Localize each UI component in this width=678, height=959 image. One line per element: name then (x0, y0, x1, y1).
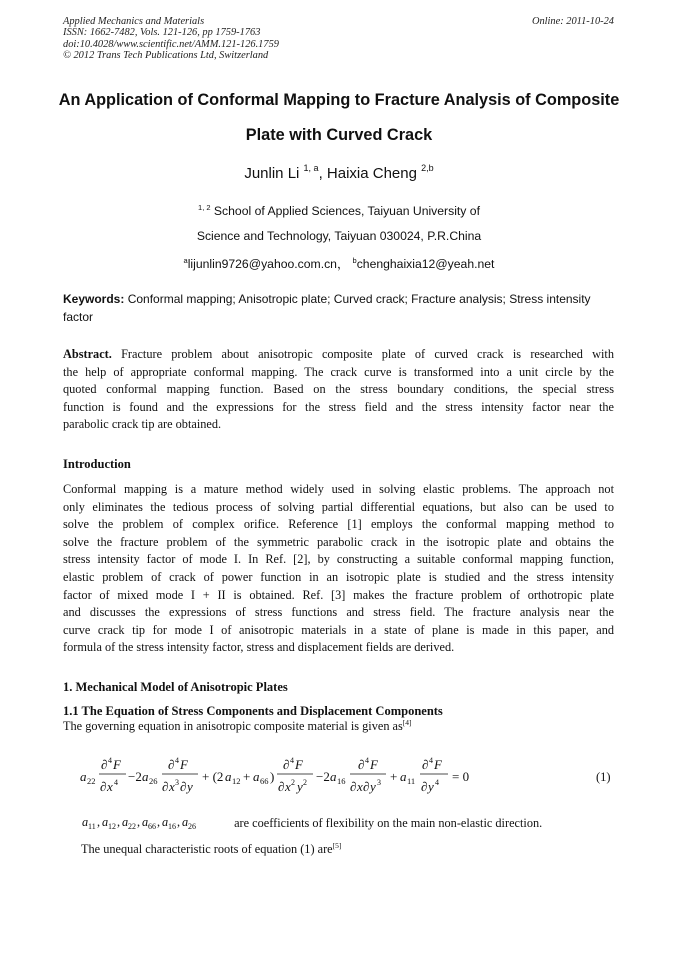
author-list (0, 165, 678, 182)
svg-text:F: F (180, 757, 188, 772)
citation-ref: [4] (402, 718, 412, 727)
svg-text:16: 16 (337, 776, 346, 786)
abstract-line: Abstract. Fracture problem about anisotropic composite plate of curved crack is researched with (63, 347, 614, 361)
svg-text:F: F (295, 757, 303, 772)
abstract-line: parabolic crack tip are obtained. (63, 417, 222, 432)
svg-text:,: , (177, 815, 181, 829)
introduction-text (63, 481, 614, 657)
subsection-heading-1-1: 1.1 The Equation of Stress Components and Displacement Components (63, 704, 443, 718)
affiliation-line1 (0, 204, 678, 218)
svg-text:26: 26 (188, 822, 196, 830)
email-address: chenghaixia12@yeah.net (356, 257, 495, 271)
svg-text:16: 16 (168, 822, 176, 830)
affiliation-mark: 1, 2 (198, 203, 211, 212)
paragraph-line: elastic problem of crack of power function in an isotropic plate is studied and the stress intensity (63, 569, 614, 584)
svg-text:a: a (82, 815, 89, 829)
svg-text:4: 4 (365, 756, 369, 765)
svg-text:x: x (357, 779, 363, 794)
author-separator: , (318, 165, 327, 182)
svg-text:∂: ∂ (101, 757, 108, 772)
svg-text:22: 22 (128, 822, 136, 830)
svg-text:∂: ∂ (162, 779, 169, 794)
paragraph-line: and discusses the expressions of stress functions and stress field. The fracture analysis near the (63, 605, 614, 620)
affiliation-line2: Science and Technology, Taiyuan 030024, P.R.China (196, 229, 482, 243)
svg-text:,: , (117, 815, 121, 829)
email-address: lijunlin9726@yahoo.com.cn， (187, 257, 350, 271)
svg-text:4: 4 (175, 756, 179, 765)
svg-text:∂: ∂ (422, 757, 429, 772)
svg-text:+: + (390, 769, 398, 784)
paragraph-line: formula of the stress intensity factor, stress and displacement fields are derived. (63, 640, 455, 655)
email-mark: b (352, 256, 357, 265)
paragraph-line: Conformal mapping is a mature method widely used in solving elastic problems. The approach not (63, 482, 614, 496)
abstract-line: function is found and the expressions for the stress field and the stress intensity factor near the (63, 399, 614, 414)
svg-text:y: y (370, 779, 376, 794)
svg-text:a: a (182, 815, 189, 829)
svg-text:12: 12 (232, 776, 241, 786)
svg-text:+ (2: + (2 (202, 769, 224, 784)
journal-issn: ISSN: 1662-7482, Vols. 121-126, pp 1759-1763 (63, 27, 261, 39)
svg-text:y: y (297, 779, 303, 794)
paragraph-line: factor of mixed mode I + II is obtained. Ref. [3] makes the fracture problem of orthotropic plate (63, 587, 614, 602)
svg-text:−2: −2 (128, 769, 142, 784)
svg-text:26: 26 (149, 776, 158, 786)
paper-title-line2: Plate with Curved Crack (245, 126, 433, 144)
governing-equation-intro (63, 719, 412, 734)
svg-text:∂: ∂ (180, 779, 187, 794)
svg-text:a: a (225, 769, 232, 784)
svg-text:∂: ∂ (350, 779, 357, 794)
svg-text:4: 4 (290, 756, 294, 765)
paragraph-line: curve crack tip for mode I of anisotropic materials in a state of plane is made in this paper, and (63, 622, 614, 637)
citation-ref: [5] (332, 841, 342, 850)
svg-text:4: 4 (435, 778, 439, 787)
svg-text:a: a (253, 769, 260, 784)
journal-header (63, 16, 279, 62)
svg-text:11: 11 (88, 822, 96, 830)
coefficients-text: are coefficients of flexibility on the main non-elastic direction. (231, 816, 543, 830)
svg-text:x: x (285, 779, 291, 794)
svg-text:4: 4 (429, 756, 433, 765)
keywords-label: Keywords: (63, 292, 125, 306)
characteristic-roots-intro (81, 842, 341, 857)
coefficients-description (81, 814, 542, 831)
equation-1 (78, 748, 478, 808)
abstract-line: the help of appropriate conformal mapping. The crack curve is transformed into a unit circle by the (63, 364, 614, 379)
journal-name: Applied Mechanics and Materials (63, 16, 205, 27)
keywords-text: Conformal mapping; Anisotropic plate; Curved crack; Fracture analysis; Stress intensity factor (63, 292, 591, 324)
svg-text:∂: ∂ (363, 779, 370, 794)
paragraph-line: solve the fracture problem of the symmetric parabolic crack in the isotropic plate and obtains the (63, 534, 614, 549)
svg-text:4: 4 (114, 778, 118, 787)
svg-text:2: 2 (303, 778, 307, 787)
svg-text:∂: ∂ (283, 757, 290, 772)
svg-text:2: 2 (291, 778, 295, 787)
svg-text:66: 66 (260, 776, 269, 786)
keywords (63, 290, 614, 326)
svg-text:F: F (370, 757, 378, 772)
author-name: Haixia Cheng (326, 165, 417, 182)
abstract-label: Abstract. (63, 347, 112, 361)
svg-text:,: , (137, 815, 141, 829)
svg-text:F: F (434, 757, 442, 772)
roots-text: The unequal characteristic roots of equation (1) are (81, 842, 333, 856)
paper-title-line1: An Application of Conformal Mapping to Fracture Analysis of Composite (58, 91, 620, 109)
svg-text:+: + (243, 769, 251, 784)
svg-text:a: a (142, 815, 149, 829)
svg-text:3: 3 (377, 778, 381, 787)
svg-text:= 0: = 0 (452, 769, 470, 784)
svg-text:y: y (187, 779, 193, 794)
svg-text:a: a (80, 769, 87, 784)
equation-number: (1) (596, 770, 611, 784)
online-date: Online: 2011-10-24 (531, 16, 614, 27)
section-heading-introduction: Introduction (63, 457, 131, 471)
svg-text:∂: ∂ (278, 779, 285, 794)
svg-text:,: , (97, 815, 101, 829)
governing-text: The governing equation in anisotropic composite material is given as (63, 719, 403, 733)
svg-text:∂: ∂ (168, 757, 175, 772)
abstract-line: quoted conformal mapping function. Based on the stress boundary conditions, the special stress (63, 382, 614, 397)
author-emails (0, 255, 678, 272)
svg-text:a: a (122, 815, 129, 829)
svg-text:a: a (102, 815, 109, 829)
svg-text:66: 66 (148, 822, 156, 830)
svg-text:11: 11 (407, 776, 416, 786)
email-mark: a (183, 256, 188, 265)
paragraph-line: solve the problem of complex orifice. Reference [1] employs the conformal mapping method to (63, 517, 614, 532)
svg-text:∂: ∂ (421, 779, 428, 794)
svg-text:a: a (400, 769, 407, 784)
paragraph-line: stress intensity factor of mode I. In Ref. [2], by constructing a suitable conformal mapping function, (63, 552, 614, 567)
svg-text:x: x (107, 779, 113, 794)
author-name: Junlin Li (244, 165, 300, 182)
coefficient-symbols (81, 814, 231, 830)
journal-doi: doi:10.4028/www.scientific.net/AMM.121-126.1759 (63, 38, 279, 50)
svg-text:,: , (157, 815, 161, 829)
author-affiliation-mark: 1, a (303, 163, 319, 173)
svg-text:y: y (428, 779, 434, 794)
svg-text:∂: ∂ (358, 757, 365, 772)
section-heading-1: 1. Mechanical Model of Anisotropic Plates (63, 680, 288, 694)
paragraph-line: only eliminates the tedious process of solving partial differential equations, but also can be used to (63, 499, 614, 514)
svg-text:x: x (169, 779, 175, 794)
svg-text:a: a (142, 769, 149, 784)
author-affiliation-mark: 2,b (421, 163, 434, 173)
svg-text:3: 3 (175, 778, 179, 787)
svg-text:22: 22 (87, 776, 96, 786)
svg-text:a: a (162, 815, 169, 829)
svg-text:a: a (330, 769, 337, 784)
svg-text:12: 12 (108, 822, 116, 830)
svg-text:): ) (270, 769, 275, 784)
svg-text:F: F (113, 757, 121, 772)
svg-text:−2: −2 (316, 769, 330, 784)
abstract (63, 346, 614, 434)
svg-text:∂: ∂ (100, 779, 107, 794)
affiliation-text: School of Applied Sciences, Taiyuan University of (210, 204, 480, 218)
svg-text:4: 4 (108, 756, 112, 765)
journal-copyright: © 2012 Trans Tech Publications Ltd, Switzerland (63, 50, 269, 62)
